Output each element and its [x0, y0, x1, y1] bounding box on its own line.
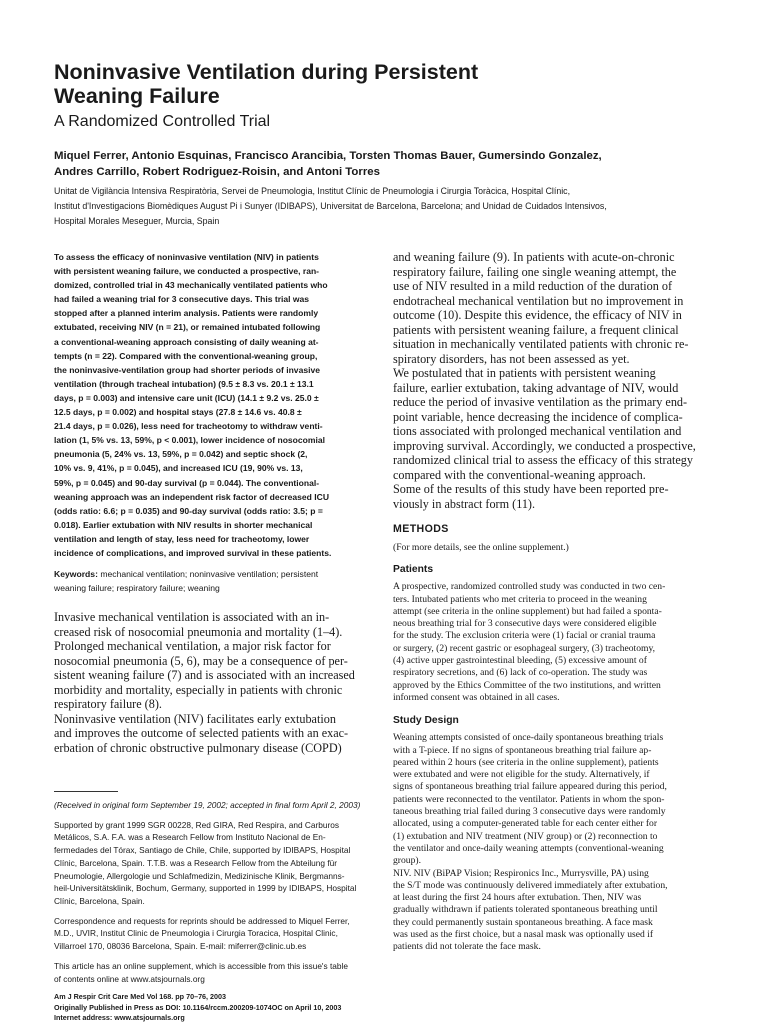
footnote-line: Correspondence and requests for reprints should be addressed to Miquel Ferrer,: [54, 915, 350, 926]
journal-info: [54, 992, 370, 1024]
paragraph-line: failure, earlier extubation, taking advantage of NIV, would: [393, 380, 679, 395]
footnote-line: This article has an online supplement, which is accessible from this issue's table: [54, 960, 348, 971]
author-list: [54, 148, 724, 180]
abstract-line: a conventional-weaning approach consisting of daily weaning at-: [54, 336, 319, 347]
abstract-line: 12.5 days, p = 0.002) and hospital stays (27.8 ± 14.6 vs. 40.8 ±: [54, 407, 302, 418]
paragraph-line: point variable, hence decreasing the incidence of complica-: [393, 409, 683, 424]
paragraph-line: respiratory secretions, and (6) lack of co-operation. The study was: [393, 667, 648, 679]
affiliation-line: Hospital Morales Meseguer, Murcia, Spain: [54, 216, 220, 226]
affiliation-line: Institut d'Investigacions Biomèdiques August Pi i Sunyer (IDIBAPS), Universitat de Barcelona, Barcelona; and Unidad de Cuidados Intensivos,: [54, 201, 607, 211]
abstract-line: To assess the efficacy of noninvasive ventilation (NIV) in patients: [54, 252, 319, 262]
paragraph-line: signs of spontaneous breathing trial failure appeared during this period,: [393, 781, 667, 793]
abstract-line: (odds ratio: 6.6; p = 0.035) and 90-day survival (odds ratio: 3.5; p =: [54, 505, 323, 516]
footnote-line: Pneumologie, Allergologie und Schlafmedizin, Medizinische Klinik, Bergmanns-: [54, 870, 345, 881]
paragraph-line: use of NIV resulted in a mild reduction of the duration of: [393, 279, 673, 293]
paragraph-line: (4) active upper gastrointestinal bleeding, (5) excessive amount of: [393, 655, 647, 667]
author-line: Andres Carrillo, Robert Rodriguez-Roisin, and Antoni Torres: [54, 166, 380, 178]
support-note: [54, 819, 370, 908]
supplement-note: [54, 960, 370, 985]
affiliation: [54, 184, 724, 229]
patients-text: [393, 581, 716, 704]
right-column: [393, 250, 716, 954]
paragraph-line: was used as the first choice, but a nasal mask was optionally used if: [393, 929, 654, 941]
paragraph-line: NIV. NIV (BiPAP Vision; Respironics Inc., Murrysville, PA) using: [393, 867, 649, 879]
paragraph-line: attempt (see criteria in the online supplement) but had failed a sponta-: [393, 605, 662, 617]
footnote-line: M.D., UVIR, Institut Clinic de Pneumologia i Cirurgia Toracica, Hospital Clinic,: [54, 928, 338, 939]
paragraph-line: or surgery, (2) recent gastric or esophageal surgery, (3) tracheotomy,: [393, 642, 656, 654]
paragraph-line: Some of the results of this study have been reported pre-: [393, 482, 669, 496]
keywords-label: Keywords:: [54, 569, 98, 580]
footnote-line: fermedades del Tórax, Santiago de Chile, Chile, supported by IDIBAPS, Hospital: [54, 845, 351, 856]
abstract-line: 10% vs. 9, 41%, p = 0.045), and increased ICU (19, 90% vs. 13,: [54, 463, 303, 474]
paragraph-line: outcome (10). Despite this evidence, the efficacy of NIV in: [393, 308, 682, 322]
keywords-text: mechanical ventilation; noninvasive ventilation; persistent: [100, 569, 319, 580]
paragraph-line: with a T-piece. If no signs of spontaneous breathing trial failure ap-: [393, 744, 652, 756]
journal-line: Originally Published in Press as DOI: 10.1164/rccm.200209-1074OC on April 10, 2003: [54, 1002, 342, 1012]
paragraph-line: patients with persistent weaning failure, a frequent clinical: [393, 322, 679, 337]
abstract-line: tempts (n = 22). Compared with the conventional-weaning group,: [54, 350, 318, 361]
paragraph-line: We postulated that in patients with persistent weaning: [393, 366, 656, 380]
paragraph-line: and improves the outcome of selected patients with an exac-: [54, 726, 349, 741]
footnote-line: Metálicos, S.A. F.A. was a Research Fellow from Instituto Nacional de En-: [54, 832, 326, 843]
patients-heading: Patients: [393, 564, 434, 576]
paragraph-line: (1) extubation and NIV treatment (NIV group) or (2) reconnection to: [393, 830, 658, 842]
paragraph-line: tions associated with prolonged mechanical ventilation and: [393, 424, 682, 438]
paragraph-line: respiratory failure (8).: [54, 697, 162, 712]
footnote-line: Villarroel 170, 08036 Barcelona, Spain. E-mail: miferrer@clinic.ub.es: [54, 941, 307, 952]
footnote-divider: [54, 791, 118, 792]
paragraph-line: creased risk of nosocomial pneumonia and mortality (1–4).: [54, 624, 343, 639]
abstract-line: days, p = 0.003) and intensive care unit (ICU) (14.1 ± 9.2 vs. 25.0 ±: [54, 392, 319, 403]
paragraph-line: spiratory disorders, has not been assessed as yet.: [393, 351, 630, 366]
paragraph-line: erbation of chronic obstructive pulmonary disease (COPD): [54, 740, 342, 755]
paragraph-line: Weaning attempts consisted of once-daily spontaneous breathing trials: [393, 732, 664, 744]
paragraph-line: group).: [393, 855, 421, 867]
footnote-line: of contents online at www.atsjournals.org: [54, 973, 205, 984]
paragraph-line: Noninvasive ventilation (NIV) facilitates early extubation: [54, 711, 336, 726]
footnote-line: Supported by grant 1999 SGR 00228, Red GIRA, Red Respira, and Carburos: [54, 819, 340, 830]
paragraph-line: patients were reconnected to the ventilator. Patients in whom the spon-: [393, 793, 665, 805]
article-title: [54, 60, 714, 108]
paragraph-line: compared with the conventional-weaning approach.: [393, 467, 646, 482]
paragraph-line: viously in abstract form (11).: [393, 496, 536, 511]
abstract-line: ventilation and length of stay, less need for tracheotomy, lower: [54, 533, 310, 544]
paragraph-line: neous breathing trial for 3 consecutive days were considered eligible: [393, 618, 657, 630]
footnotes: [54, 799, 370, 985]
abstract-line: weaning approach was an independent risk factor of decreased ICU: [54, 491, 329, 502]
paragraph-line: allocated, using a computer-generated table for each center either for: [393, 818, 658, 830]
correspondence-note: [54, 915, 370, 953]
keywords: [54, 568, 370, 595]
journal-line: Am J Respir Crit Care Med Vol 168. pp 70–76, 2003: [54, 992, 227, 1002]
paragraph-line: the S/T mode was continuously delivered immediately after extubation,: [393, 879, 668, 891]
received-note: [54, 799, 370, 812]
paragraph-line: patients did not tolerate the face mask.: [393, 941, 541, 953]
received-text: (Received in original form September 19, 2002; accepted in final form April 2, 2003): [54, 800, 361, 811]
paragraph-line: Prolonged mechanical ventilation, a major risk factor for: [54, 639, 331, 654]
keywords-line: [54, 568, 370, 582]
paragraph-line: for the study. The exclusion criteria were (1) facial or cranial trauma: [393, 630, 656, 642]
paragraph-line: and weaning failure (9). In patients with acute-on-chronic: [393, 250, 675, 264]
abstract-line: with persistent weaning failure, we conducted a prospective, ran-: [54, 266, 320, 277]
paragraph-line: improving survival. Accordingly, we conducted a prospective,: [393, 438, 696, 453]
abstract-line: had failed a weaning trial for 3 consecutive days. This trial was: [54, 294, 310, 305]
introduction-text: [54, 610, 370, 755]
paragraph-line: reduce the period of invasive ventilation as the primary end-: [393, 395, 688, 409]
paragraph-line: were extubated and were not eligible for the study. Alternatively, if: [393, 769, 650, 781]
paragraph-line: peared within 2 hours (see criteria in the online supplement), patients: [393, 756, 659, 768]
paragraph-line: morbidity and mortality, especially in patients with chronic: [54, 682, 343, 697]
paragraph-line: sistent weaning failure (7) and is associated with an increased: [54, 668, 355, 683]
paragraph-line: nosocomial pneumonia (5, 6), may be a consequence of per-: [54, 653, 348, 668]
abstract: [54, 250, 370, 560]
title-line: Weaning Failure: [54, 84, 220, 108]
footnote-line: heil-Universitätsklinik, Bochum, Germany, supported in 1999 by IDIBAPS, Hospital: [54, 883, 357, 894]
paragraph-line: situation in mechanically ventilated patients with chronic re-: [393, 337, 689, 351]
abstract-line: stopped after a planned interim analysis. Patients were randomly: [54, 308, 319, 319]
paragraph-line: Invasive mechanical ventilation is associated with an in-: [54, 610, 330, 625]
keywords-line: weaning failure; respiratory failure; weaning: [54, 582, 220, 593]
left-column: [54, 250, 370, 1024]
abstract-line: ventilation (through tracheal intubation) (9.5 ± 8.3 vs. 20.1 ± 13.1: [54, 378, 314, 389]
study-design-heading: Study Design: [393, 715, 459, 727]
paragraph-line: approved by the Ethics Committee of the two institutions, and written: [393, 679, 661, 691]
paragraph-line: gradually withdrawn if patients tolerated spontaneous breathing until: [393, 904, 658, 916]
abstract-line: pneumonia (5, 24% vs. 13, 59%, p = 0.042) and septic shock (2,: [54, 449, 308, 460]
paragraph-line: informed consent was obtained in all cases.: [393, 691, 560, 703]
affiliation-line: Unitat de Vigilància Intensiva Respiratòria, Servei de Pneumologia, Institut Clínic de Pneumologia i Cirurgia Toràcica, Hospital Clínic,: [54, 186, 571, 196]
abstract-line: 0.018). Earlier extubation with NIV results in shorter mechanical: [54, 519, 313, 530]
abstract-line: domized, controlled trial in 43 mechanically ventilated patients who: [54, 280, 328, 291]
paragraph-line: they could permanently sustain spontaneous breathing. A face mask: [393, 916, 653, 928]
paragraph-line: ters. Intubated patients who met criteria to proceed in the weaning: [393, 593, 647, 605]
introduction-continued: [393, 250, 716, 511]
methods-heading: METHODS: [393, 523, 449, 535]
paragraph-line: A prospective, randomized controlled study was conducted in two cen-: [393, 581, 666, 593]
paragraph-line: taneous breathing trial failed during 3 consecutive days were randomly: [393, 806, 666, 818]
paragraph-line: the ventilator and once-daily weaning attempts (conventional-weaning: [393, 842, 664, 854]
methods-note: (For more details, see the online supplement.): [393, 542, 569, 553]
abstract-line: incidence of complications, and improved survival in these patients.: [54, 547, 332, 558]
study-design-text: [393, 732, 716, 953]
abstract-line: 21.4 days, p = 0.026), less need for tracheotomy to withdraw venti-: [54, 421, 323, 432]
title-line: Noninvasive Ventilation during Persistent: [54, 60, 479, 84]
paragraph-line: endotracheal mechanical ventilation but no improvement in: [393, 293, 684, 308]
abstract-line: lation (1, 5% vs. 13, 59%, p < 0.001), lower incidence of nosocomial: [54, 435, 325, 446]
footnote-line: Clínic, Barcelona, Spain. T.T.B. was a Research Fellow from the Abteilung für: [54, 857, 337, 868]
paragraph-line: randomized clinical trial to assess the efficacy of this strategy: [393, 453, 693, 467]
paragraph-line: respiratory failure, failing one single weaning attempt, the: [393, 264, 677, 279]
journal-line: Internet address: www.atsjournals.org: [54, 1013, 185, 1023]
author-line: Miquel Ferrer, Antonio Esquinas, Francisco Arancibia, Torsten Thomas Bauer, Gumersindo Gonzalez,: [54, 150, 602, 162]
abstract-line: 59%, p = 0.045) and 90-day survival (p = 0.044). The conventional-: [54, 477, 320, 488]
article-subtitle: A Randomized Controlled Trial: [54, 113, 271, 130]
footnote-line: Clínic, Barcelona, Spain.: [54, 895, 145, 906]
abstract-line: extubated, receiving NIV (n = 21), or remained intubated following: [54, 322, 321, 333]
paragraph-line: at least during the first 24 hours after extubation. Then, NIV was: [393, 892, 642, 904]
abstract-line: the noninvasive-ventilation group had shorter periods of invasive: [54, 364, 320, 375]
